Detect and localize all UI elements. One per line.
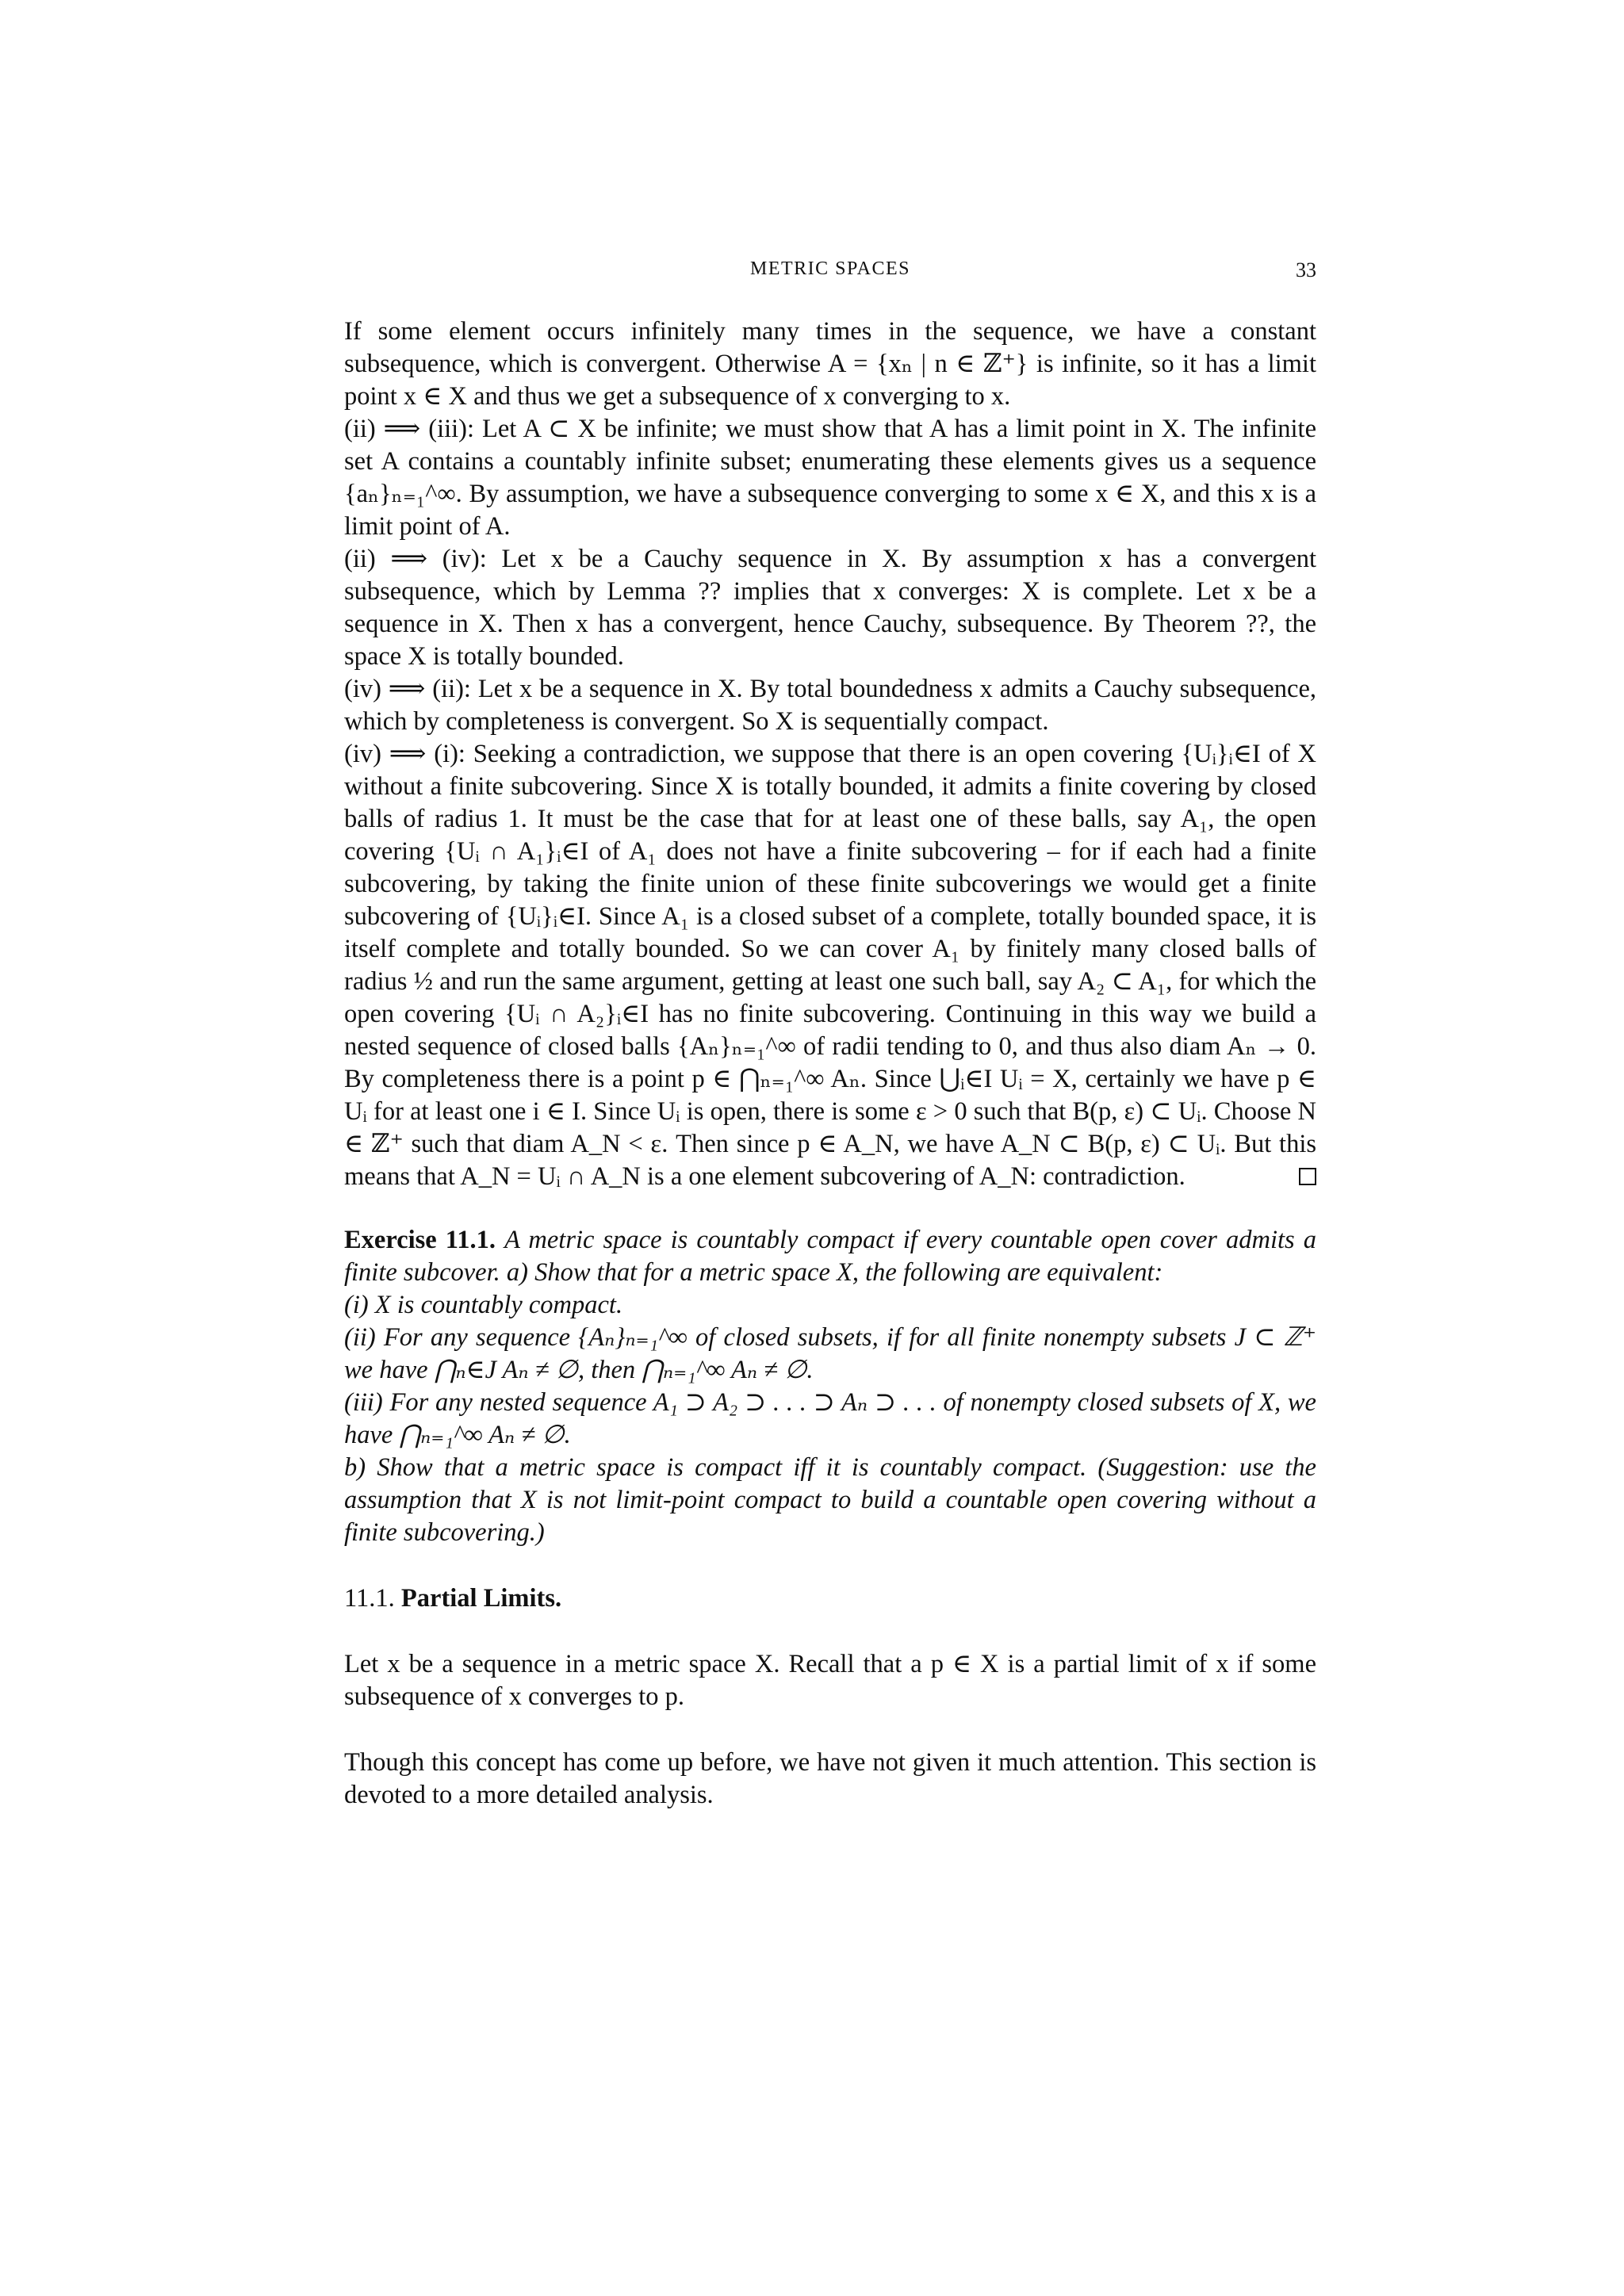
section-paragraph: Let x be a sequence in a metric space X. Recall that a p ∈ X is a partial limit of x if some subsequence of x converges to p. — [344, 1650, 1316, 1711]
page-number: 33 — [1296, 258, 1316, 281]
proof-paragraph: If some element occurs infinitely many times in the sequence, we have a constant subsequence, which is convergent. Otherwise A = {xₙ | n ∈ ℤ⁺} is infinite, so it has a limit point x ∈ X and thus we get a subsequence of x converging to x. — [344, 317, 1316, 411]
section-paragraph: Though this concept has come up before, we have not given it much attention. This section is devoted to a more detailed analysis. — [344, 1748, 1316, 1809]
exercise-label: Exercise 11.1. — [344, 1226, 496, 1254]
running-header — [344, 258, 1316, 290]
exercise-statement: A metric space is countably compact if every countable open cover admits a finite subcover. a) Show that for a metric space X, the following are equivalent: — [344, 1226, 1316, 1287]
proof-paragraph: (iv) ⟹ (ii): Let x be a sequence in X. By total boundedness x admits a Cauchy subsequence, which by completeness is convergent. So X is sequentially compact. — [344, 675, 1316, 736]
proof-paragraph: (ii) ⟹ (iii): Let A ⊂ X be infinite; we must show that A has a limit point in X. The infinite set A contains a countably infinite subset; enumerating these elements gives us a sequence {aₙ}ₙ₌₁^∞. By assumption, we have a subsequence converging to some x ∈ X, and this x is a limit point of A. — [344, 415, 1316, 541]
section-title: Partial Limits. — [400, 1584, 562, 1613]
exercise-part-b: b) Show that a metric space is compact iff it is countably compact. (Suggestion: use the assumption that X is not limit-point compact to build a countable open covering without a finite subcovering.) — [344, 1453, 1316, 1547]
proof-paragraph — [344, 738, 1316, 1193]
qed-box-icon — [1299, 1168, 1316, 1185]
exercise-item: (ii) For any sequence {Aₙ}ₙ₌₁^∞ of closed subsets, if for all finite nonempty subsets J ⊂ ℤ⁺ we have ⋂ₙ∈J Aₙ ≠ ∅, then ⋂ₙ₌₁^∞ Aₙ ≠ ∅. — [344, 1323, 1316, 1384]
proof-final-text: (iv) ⟹ (i): Seeking a contradiction, we suppose that there is an open covering {Uᵢ}ᵢ∈I of X without a finite subcovering. Since X is totally bounded, it admits a finite covering by closed balls of radius 1. It must be the case that for at least one of these balls, say A₁, the open covering {Uᵢ ∩ A₁}ᵢ∈I of A₁ does not have a finite subcovering – for if each had a finite subcovering, by taking the finite union of these finite subcoverings we would get a finite subcovering of {Uᵢ}ᵢ∈I. Since A₁ is a closed subset of a complete, totally bounded space, it is itself complete and totally bounded. So we can cover A₁ by finitely many closed balls of radius ½ and run the same argument, getting at least one such ball, say A₂ ⊂ A₁, for which the open covering {Uᵢ ∩ A₂}ᵢ∈I has no finite subcovering. Continuing in this way we build a nested sequence of closed balls {Aₙ}ₙ₌₁^∞ of radii tending to 0, and thus also diam Aₙ → 0. By completeness there is a point p ∈ ⋂ₙ₌₁^∞ Aₙ. Since ⋃ᵢ∈I Uᵢ = X, certainly we have p ∈ Uᵢ for at least one i ∈ I. Since Uᵢ is open, there is some ε > 0 such that B(p, ε) ⊂ Uᵢ. Choose N ∈ ℤ⁺ such that diam A_N < ε. Then since p ∈ A_N, we have A_N ⊂ B(p, ε) ⊂ Uᵢ. But this means that A_N = Uᵢ ∩ A_N is a one element subcovering of A_N: contradiction. — [344, 740, 1316, 1191]
exercise-item: (i) X is countably compact. — [344, 1291, 623, 1319]
proof-paragraph: (ii) ⟹ (iv): Let x be a Cauchy sequence in X. By assumption x has a convergent subsequence, which by Lemma ?? implies that x converges: X is complete. Let x be a sequence in X. Then x has a convergent, hence Cauchy, subsequence. By Theorem ??, the space X is totally bounded. — [344, 545, 1316, 671]
section-heading — [344, 1582, 1316, 1615]
exercise-item: (iii) For any nested sequence A₁ ⊃ A₂ ⊃ . . . ⊃ Aₙ ⊃ . . . of nonempty closed subsets of X, we have ⋂ₙ₌₁^∞ Aₙ ≠ ∅. — [344, 1388, 1316, 1449]
exercise-block — [344, 1224, 1316, 1289]
page-body — [344, 316, 1316, 1812]
section-number: 11.1. — [344, 1584, 395, 1613]
running-title: METRIC SPACES — [749, 258, 910, 279]
